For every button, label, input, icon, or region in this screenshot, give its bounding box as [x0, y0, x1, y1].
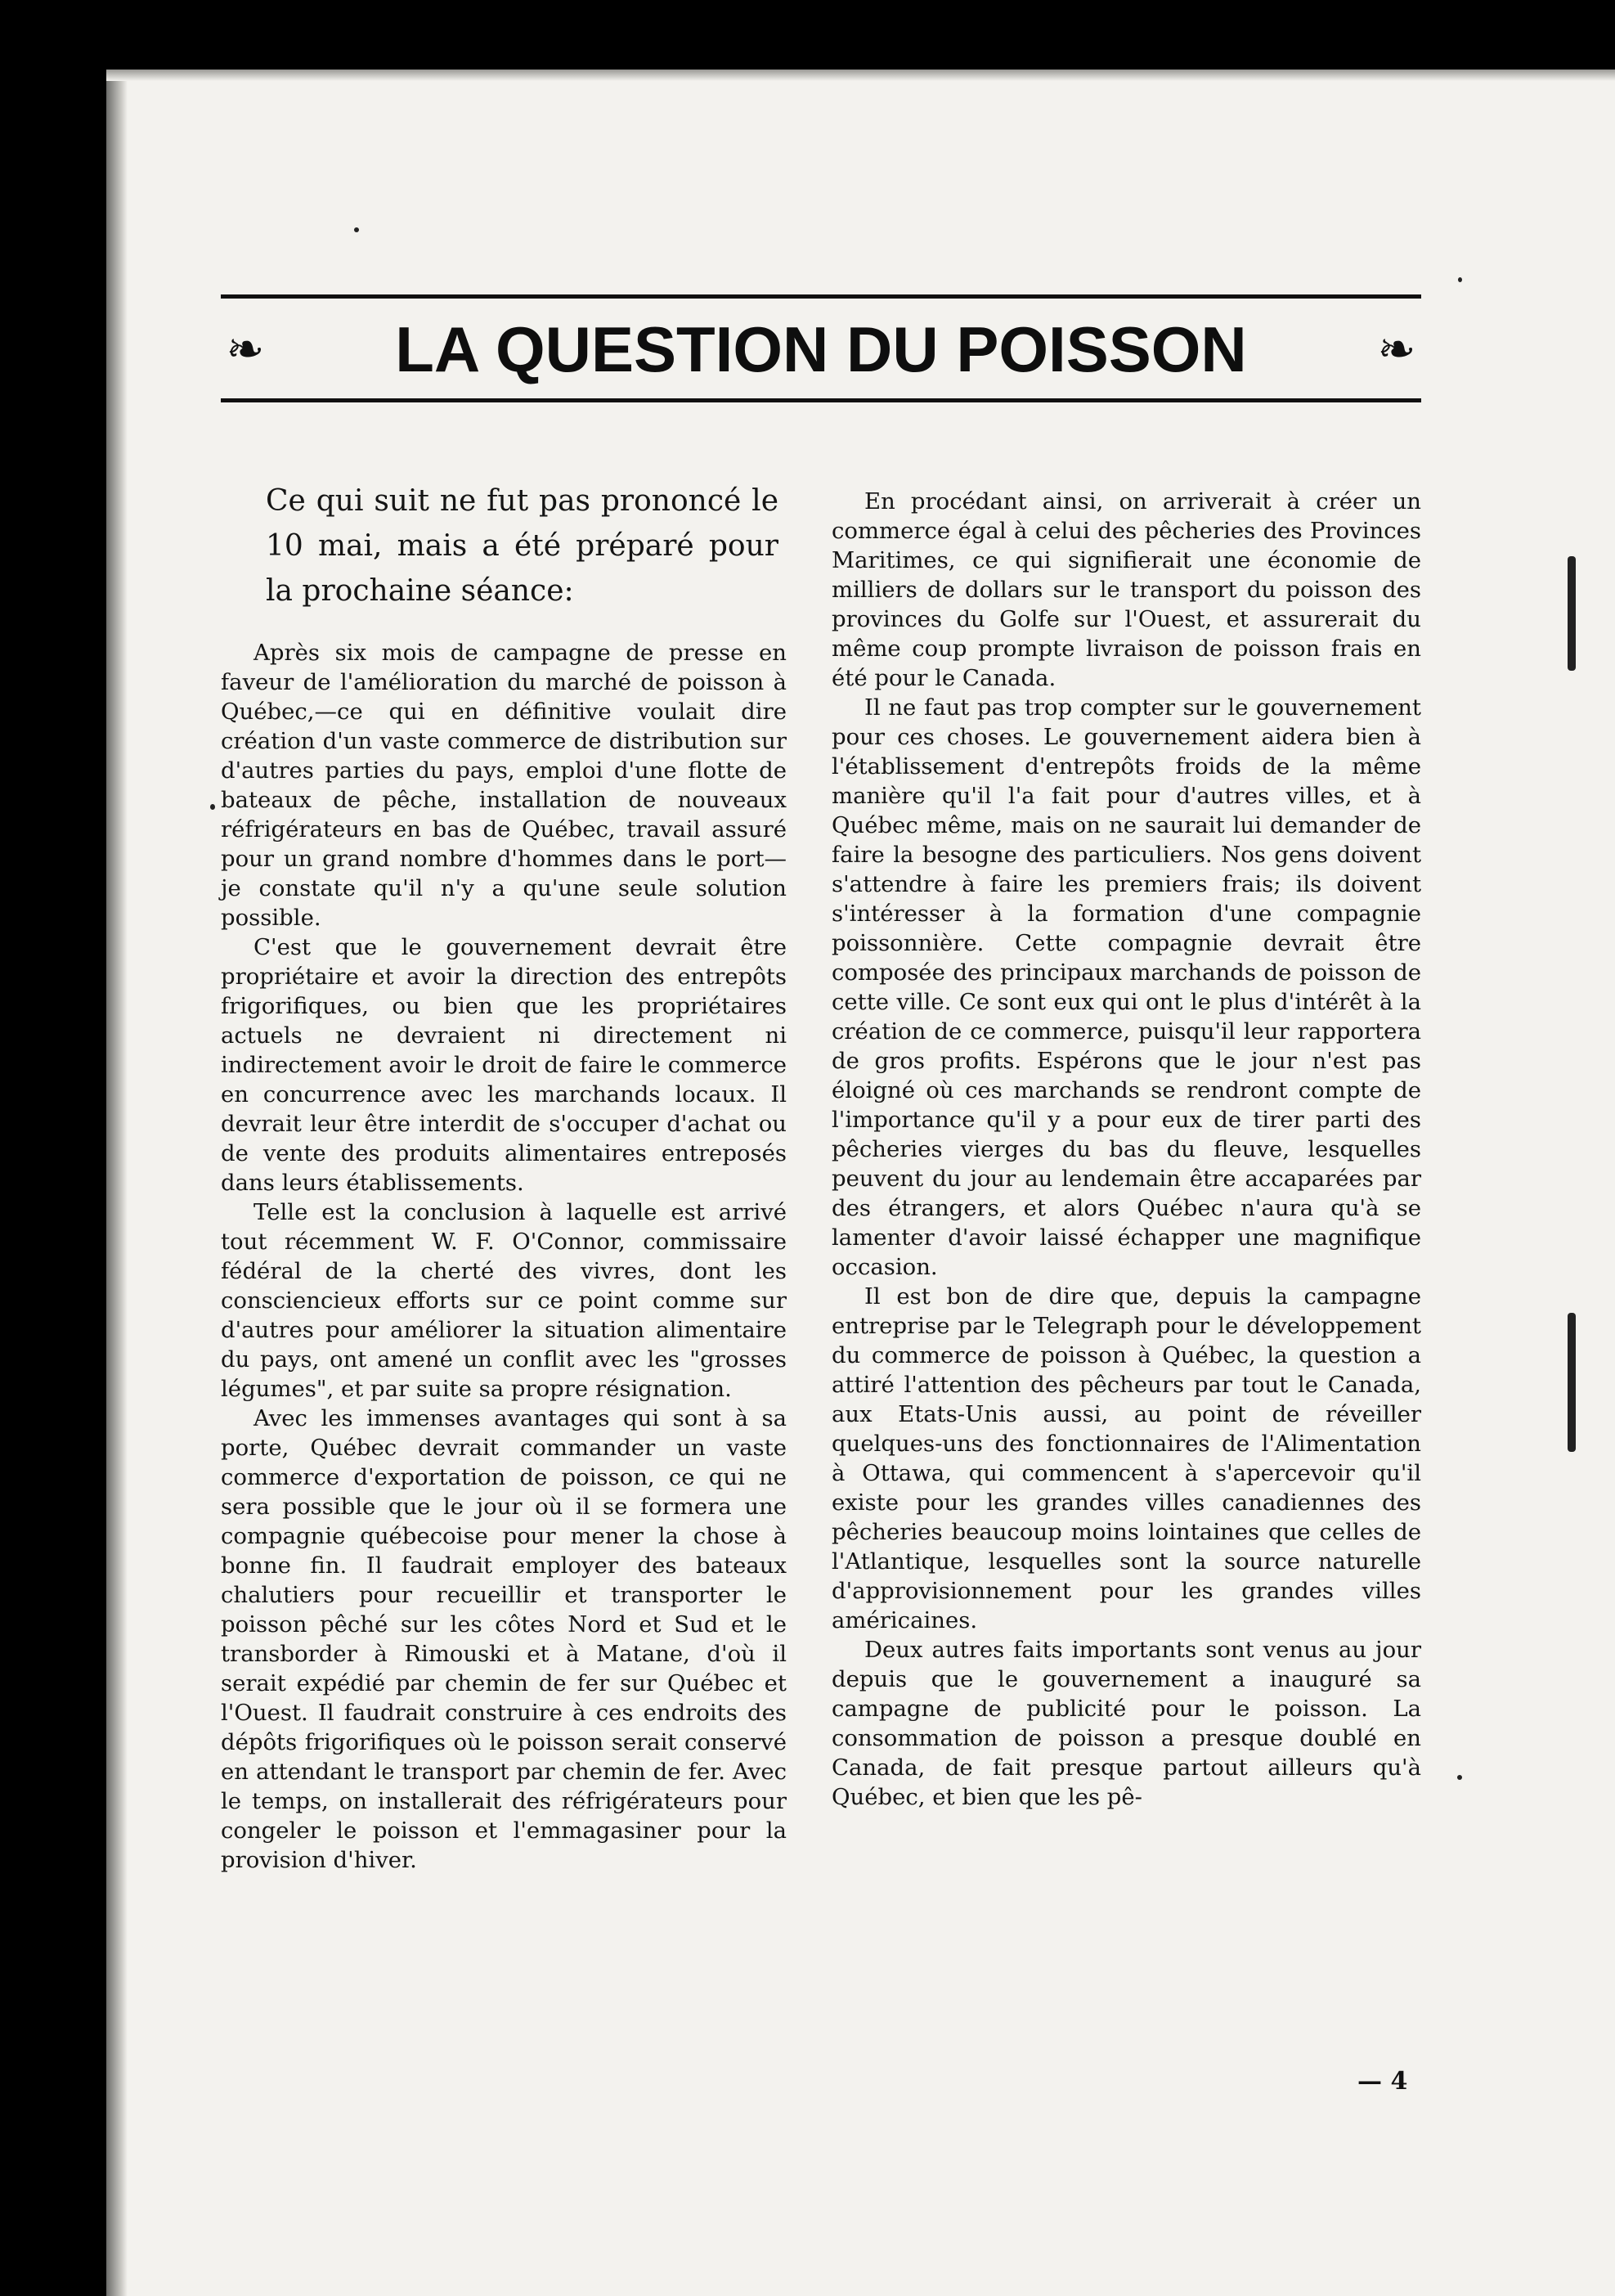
left-ornament-icon: ❧ — [226, 322, 265, 376]
scan-speck — [1457, 1775, 1462, 1780]
page-number: — 4 — [1357, 2067, 1408, 2096]
scan-speck — [210, 804, 215, 810]
document-page — [106, 70, 1615, 2296]
paragraph: Après six mois de campagne de presse en faveur de l'amélioration du marché de poisson à Québec,—ce qui en définitive voulait dire création d'un vaste commerce de distribution sur d'autres parties du pays, emploi d'une flotte de bateaux de pêche, installation de nouveaux réfrigérateurs en bas de Québec, travail assuré pour un grand nombre d'hommes dans le port—je constate qu'il n'y a qu'une seule solution possible. — [221, 640, 787, 931]
scan-speck — [354, 227, 359, 232]
left-column — [221, 429, 787, 1875]
paragraph: Telle est la conclusion à laquelle est arrivé tout récemment W. F. O'Connor, commissaire fédéral de la cherté des vivres, dont les consciencieux efforts sur ce point comme sur d'autres pour améliorer la situation alimentaire du pays, ont amené un conflit avec les "grosses légumes", et par suite sa propre résignation. — [221, 1199, 787, 1402]
title-row — [221, 308, 1421, 390]
article-title: LA QUESTION DU POISSON — [395, 312, 1247, 385]
paragraph: En procédant ainsi, on arriverait à créer un commerce égal à celui des pêcheries des Provinces Maritimes, ce qui signifierait une économie de milliers de dollars sur le transport du poisson des provinces du Golfe sur l'Ouest, et assurerait du même coup prompte livraison de poisson frais en été pour le Canada. — [832, 488, 1421, 691]
title-bottom-rule — [221, 398, 1421, 402]
title-top-rule — [221, 294, 1421, 299]
paragraph: Il ne faut pas trop compter sur le gouvernement pour ces choses. Le gouvernement aidera bien à l'établissement d'entrepôts froids de la même manière qu'il l'a fait pour d'autres villes, et à Québec même, mais on ne saurait lui demander de faire la besogne des particuliers. Nos gens doivent s'attendre à faire les premiers frais; ils doivent s'intéresser à la formation d'une compagnie poissonnière. Cette compagnie devrait être composée des principaux marchands de poisson de cette ville. Ce sont eux qui ont le plus d'intérêt à la création de ce commerce, puisqu'il leur rapportera de gros profits. Espérons que le jour n'est pas éloigné où ces marchands se rendront compte de l'importance qu'il y a pour eux de tirer parti des pêcheries vierges du bas du fleuve, lesquelles peuvent du jour au lendemain être accaparées par des étrangers, et alors Québec n'aura qu'à se lamenter d'avoir laissé échapper une magnifique occasion. — [832, 694, 1421, 1280]
article-intro: Ce qui suit ne fut pas prononcé le 10 mai, mais a été préparé pour la prochaine séance: — [266, 484, 778, 608]
right-ornament-icon: ❧ — [1377, 322, 1416, 376]
paragraph: Deux autres faits importants sont venus au jour depuis que le gouvernement a inauguré sa campagne de publicité pour le poisson. La consommation de poisson a presque doublé en Canada, de fait presque partout ailleurs qu'à Québec, et bien que les pê- — [832, 1637, 1421, 1810]
binding-mark — [1568, 1313, 1576, 1452]
scan-speck — [1458, 277, 1462, 282]
binding-mark — [1568, 556, 1576, 671]
right-column — [832, 429, 1421, 1812]
paragraph: Avec les immenses avantages qui sont à sa porte, Québec devrait commander un vaste commerce d'exportation de poisson, ce qui ne sera possible que le jour où il se formera une compagnie québecoise pour mener la chose à bonne fin. Il faudrait employer des bateaux chalutiers pour recueillir et transporter le poisson pêché sur les côtes Nord et Sud et le transborder à Rimouski et à Matane, d'où il serait expédié par chemin de fer sur Québec et l'Ouest. Il faudrait construire à ces endroits des dépôts frigorifiques où le poisson serait conservé en attendant le transport par chemin de fer. Avec le temps, on installerait des réfrigérateurs pour congeler le poisson et l'emmagasiner pour la provision d'hiver. — [221, 1405, 787, 1873]
paragraph: Il est bon de dire que, depuis la campagne entreprise par le Telegraph pour le développement du commerce de poisson à Québec, la question a attiré l'attention des pêcheurs par tout le Canada, aux Etats-Unis aussi, au point de réveiller quelques-uns des fonctionnaires de l'Alimentation à Ottawa, qui commencent à s'apercevoir qu'il existe pour les grandes villes canadiennes des pêcheries beaucoup moins lointaines que celles de l'Atlantique, lesquelles sont la source naturelle d'approvisionnement pour les grandes villes américaines. — [832, 1283, 1421, 1633]
page-top-shadow — [106, 70, 1615, 81]
paragraph: C'est que le gouvernement devrait être propriétaire et avoir la direction des entrepôts frigorifiques, ou bien que les propriétaires actuels ne devraient ni directement ni indirectement avoir le droit de faire le commerce en concurrence avec les marchands locaux. Il devrait leur être interdit de s'occuper d'achat ou de vente des produits alimentaires entreposés dans leurs établissements. — [221, 934, 787, 1196]
page-edge-shadow — [106, 70, 128, 2296]
